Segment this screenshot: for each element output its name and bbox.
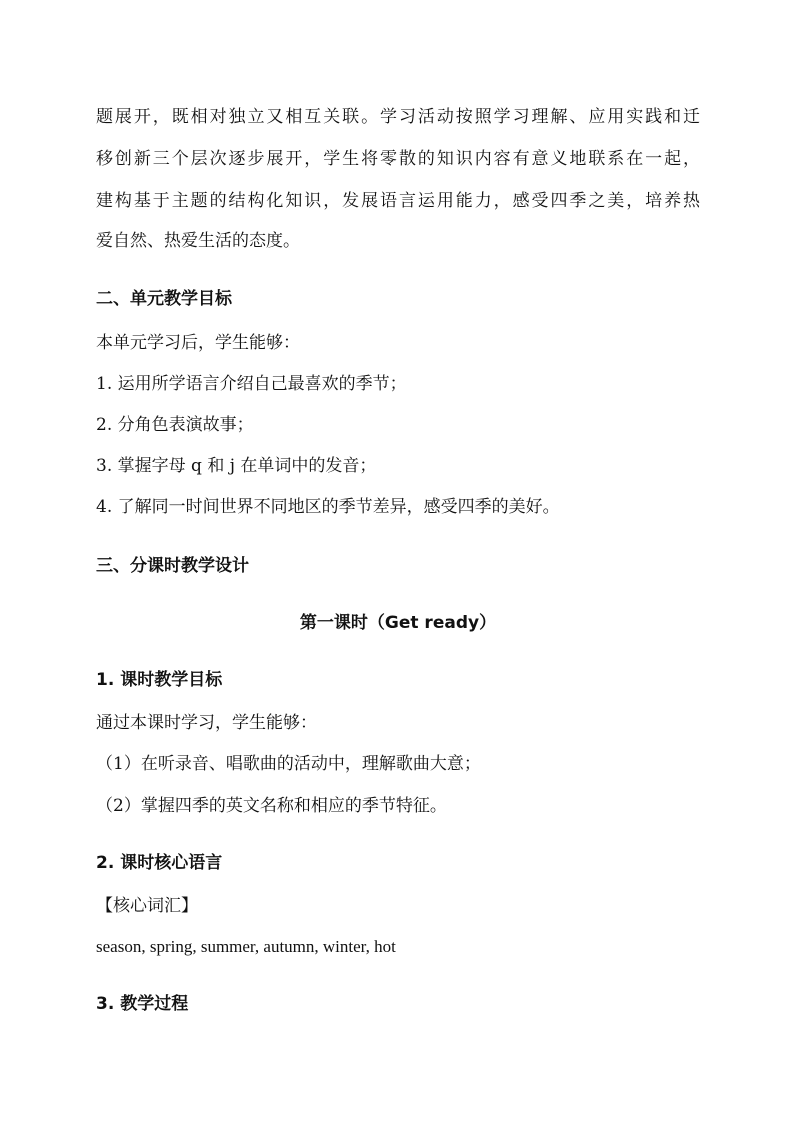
- lesson-goals-heading: 1. 课时教学目标: [96, 670, 223, 690]
- intro-line-3: 建构基于主题的结构化知识，发展语言运用能力，感受四季之美，培养热: [96, 191, 700, 211]
- lesson-goals-lead: 通过本课时学习，学生能够：: [96, 713, 317, 733]
- goal-item-3: 3. 掌握字母 q 和 j 在单词中的发音；: [96, 456, 377, 476]
- lesson-title: 第一课时（Get ready）: [299, 613, 497, 633]
- section2-lead: 本单元学习后，学生能够：: [96, 333, 300, 353]
- core-vocab-list: season, spring, summer, autumn, winter, hot: [96, 937, 396, 956]
- goal-item-2: 2. 分角色表演故事；: [96, 415, 254, 435]
- intro-line-2: 移创新三个层次逐步展开，学生将零散的知识内容有意义地联系在一起，: [96, 149, 700, 169]
- core-vocab-label: 【核心词汇】: [96, 896, 198, 916]
- lesson-goal-2: （2）掌握四季的英文名称和相应的季节特征。: [96, 796, 447, 816]
- goal-item-1: 1. 运用所学语言介绍自己最喜欢的季节；: [96, 374, 407, 394]
- section2-heading: 二、单元教学目标: [96, 289, 232, 309]
- intro-line-4: 爱自然、热爱生活的态度。: [96, 231, 300, 251]
- goal-item-4: 4. 了解同一时间世界不同地区的季节差异，感受四季的美好。: [96, 497, 560, 517]
- lesson-goal-1: （1）在听录音、唱歌曲的活动中，理解歌曲大意；: [96, 754, 481, 774]
- section3-heading: 三、分课时教学设计: [96, 556, 249, 576]
- teaching-process-heading: 3. 教学过程: [96, 994, 189, 1014]
- intro-line-1: 题展开，既相对独立又相互关联。学习活动按照学习理解、应用实践和迁: [96, 107, 700, 127]
- core-language-heading: 2. 课时核心语言: [96, 853, 223, 873]
